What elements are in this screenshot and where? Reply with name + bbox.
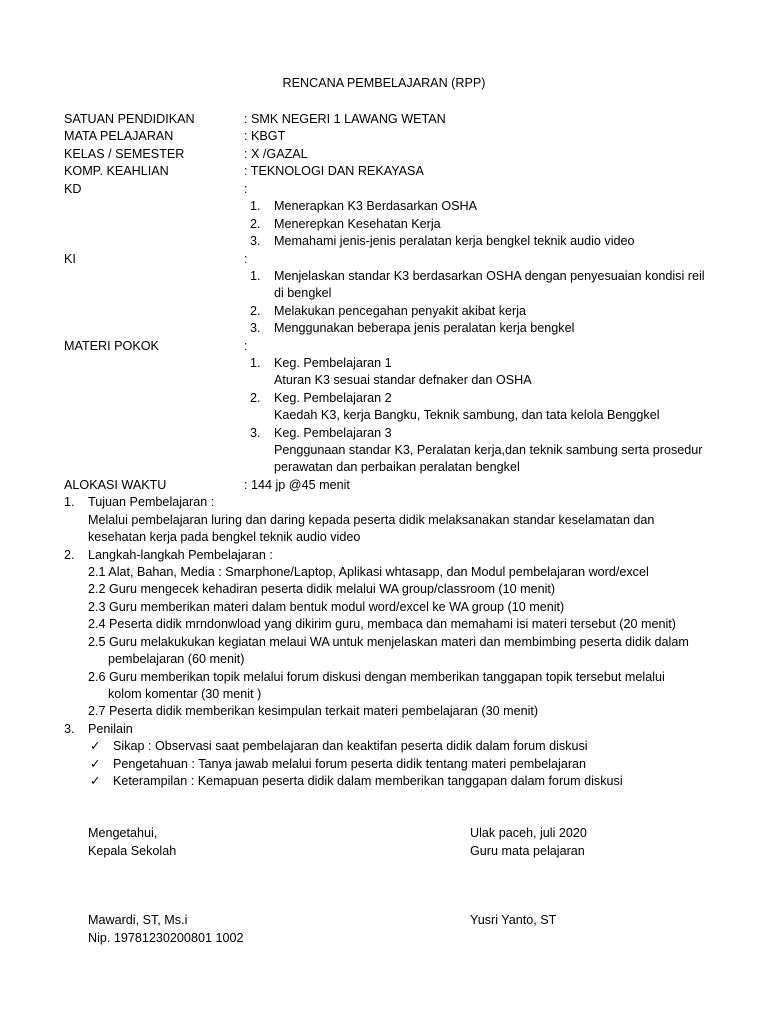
tujuan-text-continuation: kesehatan kerja pada bengkel teknik audio video: [88, 530, 361, 544]
checkmark-icon: ✓: [90, 774, 101, 788]
section-number: 3.: [64, 722, 75, 736]
ki-item: Menggunakan beberapa jenis peralatan kerja bengkel: [274, 321, 575, 335]
mapel-value: : KBGT: [244, 129, 286, 143]
langkah-step: 2.7 Peserta didik memberikan kesimpulan terkait materi pembelajaran (30 menit): [88, 704, 539, 718]
materi-item-number: 3.: [250, 426, 261, 440]
langkah-heading: Langkah-langkah Pembelajaran :: [88, 548, 273, 562]
satuan-label: SATUAN PENDIDIKAN: [64, 112, 195, 126]
satuan-value: : SMK NEGERI 1 LAWANG WETAN: [244, 112, 446, 126]
checkmark-icon: ✓: [90, 757, 101, 771]
materi-item-desc: Penggunaan standar K3, Peralatan kerja,dan teknik sambung serta prosedur: [274, 443, 703, 457]
komp-value: : TEKNOLOGI DAN REKAYASA: [244, 164, 424, 178]
ki-item-number: 2.: [250, 304, 261, 318]
alokasi-label: ALOKASI WAKTU: [64, 478, 167, 492]
penilaian-item: Pengetahuan : Tanya jawab melalui forum peserta didik tentang materi pembelajaran: [113, 757, 587, 771]
tujuan-heading: Tujuan Pembelajaran :: [88, 495, 215, 509]
kelas-value: : X /GAZAL: [244, 147, 308, 161]
signature-right-place-date: Ulak paceh, juli 2020: [470, 826, 587, 840]
signature-left-name: Mawardi, ST, Ms.i: [88, 913, 188, 927]
ki-item-number: 1.: [250, 269, 261, 283]
materi-label: MATERI POKOK: [64, 339, 159, 353]
materi-item-desc-continuation: perawatan dan perbaikan peralatan bengkel: [274, 460, 520, 474]
langkah-step: 2.2 Guru mengecek kehadiran peserta didik melalui WA group/classroom (10 menit): [88, 582, 556, 596]
section-number: 2.: [64, 548, 75, 562]
penilaian-heading: Penilain: [88, 722, 133, 736]
ki-item: Melakukan pencegahan penyakit akibat kerja: [274, 304, 527, 318]
signature-right-name: Yusri Yanto, ST: [470, 913, 557, 927]
langkah-step: 2.3 Guru memberikan materi dalam bentuk modul word/excel ke WA group (10 menit): [88, 600, 565, 614]
checkmark-icon: ✓: [90, 739, 101, 753]
penilaian-item: Keterampilan : Kemapuan peserta didik dalam memberikan tanggapan dalam forum diskusi: [113, 774, 623, 788]
kd-value: :: [244, 182, 248, 196]
section-number: 1.: [64, 495, 75, 509]
kd-item: Menerapkan K3 Berdasarkan OSHA: [274, 199, 478, 213]
kd-item: Memahami jenis-jenis peralatan kerja bengkel teknik audio video: [274, 234, 635, 248]
tujuan-text: Melalui pembelajaran luring dan daring kepada peserta didik melaksanakan standar keselamatan dan: [88, 513, 655, 527]
kelas-label: KELAS / SEMESTER: [64, 147, 185, 161]
document-title: RENCANA PEMBELAJARAN (RPP): [282, 76, 486, 90]
kd-item-number: 1.: [250, 199, 261, 213]
materi-value: :: [244, 339, 248, 353]
ki-item-number: 3.: [250, 321, 261, 335]
langkah-step: 2.5 Guru melakukukan kegiatan melaui WA untuk menjelaskan materi dan membimbing peserta didik dalam: [88, 635, 689, 649]
kd-item: Menerepkan Kesehatan Kerja: [274, 217, 441, 231]
ki-label: KI: [64, 252, 76, 266]
signature-left-title: Kepala Sekolah: [88, 844, 177, 858]
langkah-step-continuation: pembelajaran (60 menit): [108, 652, 245, 666]
kd-item-number: 3.: [250, 234, 261, 248]
materi-item-title: Keg. Pembelajaran 1: [274, 356, 392, 370]
langkah-step: 2.4 Peserta didik mrndonwload yang dikirim guru, membaca dan memahami isi materi tersebut (20 menit): [88, 617, 676, 631]
materi-item-title: Keg. Pembelajaran 2: [274, 391, 392, 405]
mapel-label: MATA PELAJARAN: [64, 129, 174, 143]
ki-value: :: [244, 252, 248, 266]
komp-label: KOMP. KEAHLIAN: [64, 164, 169, 178]
langkah-step: 2.6 Guru memberikan topik melalui forum diskusi dengan memberikan tanggapan topik tersebut melalui: [88, 670, 665, 684]
langkah-step-continuation: kolom komentar (30 menit ): [108, 687, 262, 701]
materi-item-desc: Aturan K3 sesuai standar defnaker dan OSHA: [274, 373, 532, 387]
materi-item-number: 1.: [250, 356, 261, 370]
alokasi-value: : 144 jp @45 menit: [244, 478, 350, 492]
signature-left-nip: Nip. 19781230200801 1002: [88, 931, 244, 945]
materi-item-title: Keg. Pembelajaran 3: [274, 426, 392, 440]
langkah-step: 2.1 Alat, Bahan, Media : Smarphone/Laptop, Aplikasi whtasapp, dan Modul pembelajaran word/excel: [88, 565, 649, 579]
materi-item-desc: Kaedah K3, kerja Bangku, Teknik sambung, dan tata kelola Benggkel: [274, 408, 660, 422]
ki-item: Menjelaskan standar K3 berdasarkan OSHA dengan penyesuaian kondisi reil: [274, 269, 705, 283]
materi-item-number: 2.: [250, 391, 261, 405]
kd-label: KD: [64, 182, 82, 196]
penilaian-item: Sikap : Observasi saat pembelajaran dan keaktifan peserta didik dalam forum diskusi: [113, 739, 588, 753]
signature-right-title: Guru mata pelajaran: [470, 844, 585, 858]
ki-item-continuation: di bengkel: [274, 286, 332, 300]
signature-left-heading: Mengetahui,: [88, 826, 158, 840]
kd-item-number: 2.: [250, 217, 261, 231]
